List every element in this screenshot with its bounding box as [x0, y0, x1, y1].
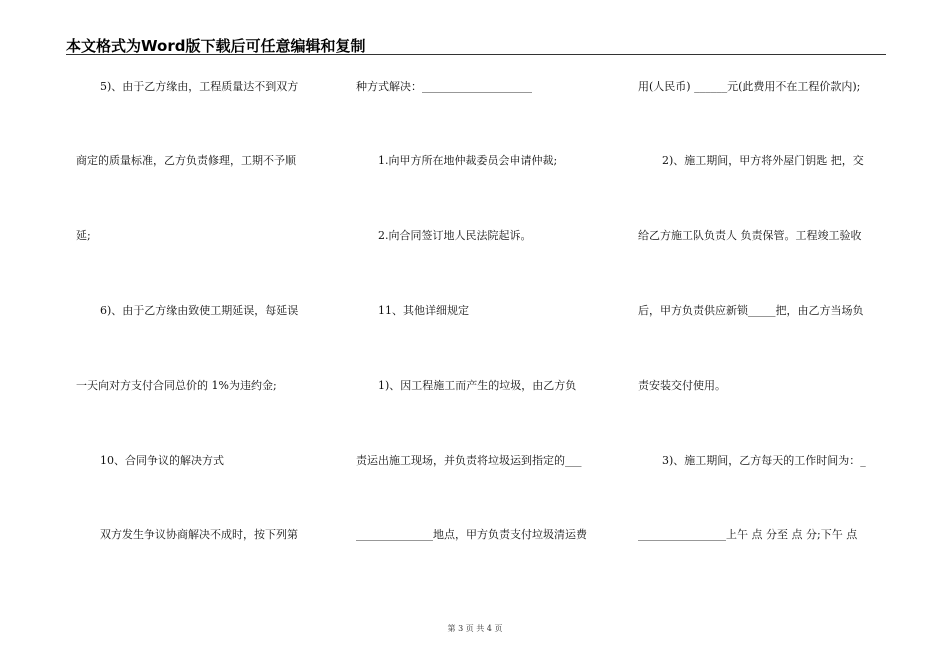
- text-line: 责运出施工现场，并负责将垃圾运到指定的___: [356, 454, 582, 467]
- text-line: 5)、由于乙方缘由，工程质量达不到双方: [100, 80, 299, 93]
- text-line: ________________上午 点 分至 点 分;下午 点: [638, 528, 858, 541]
- header-title: 本文格式为Word版下载后可任意编辑和复制: [66, 37, 366, 55]
- text-line: 用(人民币) ______元(此费用不在工程价款内);: [638, 80, 861, 93]
- text-line: 11、其他详细规定: [378, 304, 469, 317]
- text-line: 一天向对方支付合同总价的 1%为违约金;: [76, 379, 277, 392]
- text-line: 2.向合同签订地人民法院起诉。: [378, 229, 532, 242]
- text-line: 给乙方施工队负责人 负责保管。工程竣工验收: [638, 229, 862, 242]
- text-line: 责安装交付使用。: [638, 379, 726, 392]
- page-header: [66, 34, 886, 55]
- text-line: 双方发生争议协商解决不成时，按下列第: [100, 528, 298, 541]
- text-line: 种方式解决：____________________: [356, 80, 532, 93]
- text-line: 延;: [76, 229, 91, 242]
- text-line: 10、合同争议的解决方式: [100, 454, 224, 467]
- text-line: 商定的质量标准，乙方负责修理，工期不予顺: [76, 154, 296, 167]
- text-line: 3)、施工期间，乙方每天的工作时间为：_: [662, 454, 866, 467]
- page-number: 第 3 页 共 4 页: [447, 624, 503, 633]
- text-line: 6)、由于乙方缘由致使工期延误，每延误: [100, 304, 299, 317]
- text-line: 后，甲方负责供应新锁_____把，由乙方当场负: [638, 304, 864, 317]
- text-line: 1.向甲方所在地仲裁委员会申请仲裁;: [378, 154, 558, 167]
- text-line: ______________地点，甲方负责支付垃圾清运费: [356, 528, 587, 541]
- text-line: 2)、施工期间，甲方将外屋门钥匙 把，交: [662, 154, 864, 167]
- text-line: 1)、因工程施工而产生的垃圾，由乙方负: [378, 379, 577, 392]
